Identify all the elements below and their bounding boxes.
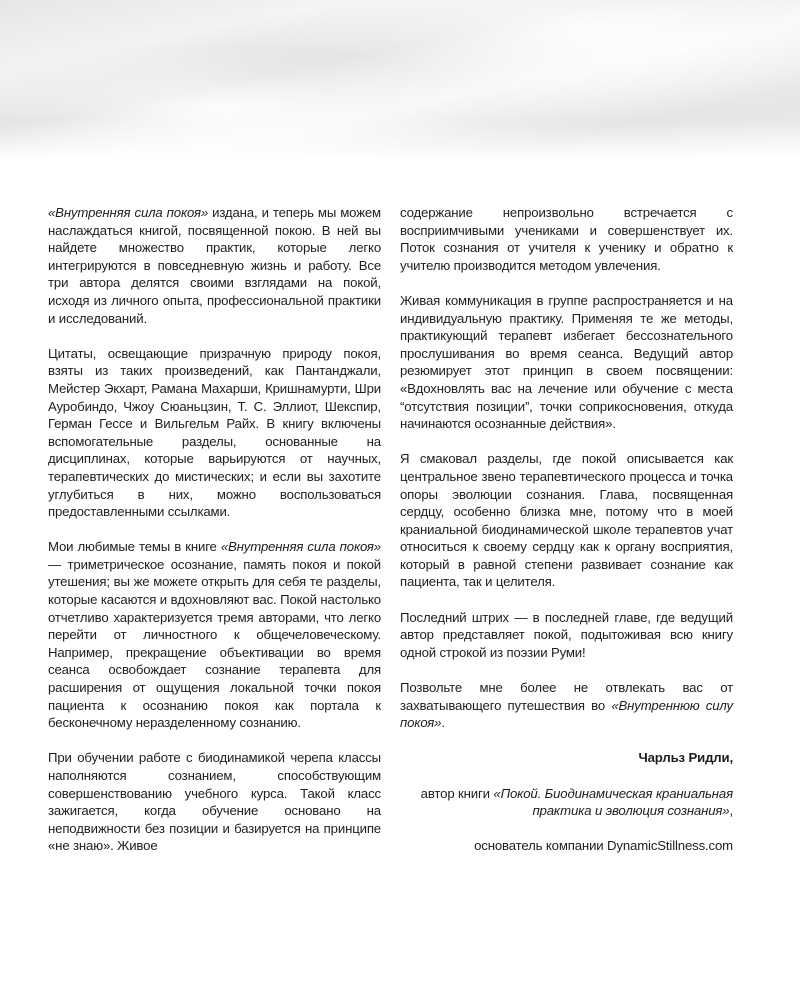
- signature-line-1-end: ,: [729, 803, 733, 819]
- left-paragraph-1-text: издана, и теперь мы можем наслаждаться книгой, посвященной покою. В ней вы найдете множество практик, которые легко интегрируются в повседневную жизнь и работу. Все три автора делятся своими взглядами на покой, исходя из личного опыта, профессиональной практики и исследований.: [48, 205, 381, 326]
- book-title-quote: «Внутренняя сила покоя»: [48, 205, 209, 220]
- left-paragraph-3-title: «Внутренняя сила покоя»: [220, 539, 381, 555]
- left-paragraph-3: [48, 538, 381, 732]
- signature-line-1: [400, 785, 733, 820]
- right-column: [400, 204, 733, 873]
- silk-header-image: [0, 0, 800, 160]
- signature-name: Чарльз Ридли,: [638, 750, 733, 766]
- right-paragraph-3: Я смаковал разделы, где покой описывается как центральное звено терапевтического процесса и точка опоры эволюции сознания. Глава, посвященная сердцу, особенно близка мне, потому что в моей краниальной биодинамической школе терапевтов учат относиться к своему сердцу как к органу восприятия, который в равной степени развивает сознание как пациента, так и целителя.: [400, 451, 733, 590]
- right-paragraph-1: содержание непроизвольно встречается с восприимчивыми учениками и совершенствует их. Поток сознания от учителя к ученику и обратно к учителю производится методом увлечения.: [400, 205, 733, 273]
- right-paragraph-5-start: Позвольте мне более не отвлекать вас от захватывающего путешествия во: [400, 680, 733, 713]
- signature-block: [400, 749, 733, 855]
- right-paragraph-5: [400, 679, 733, 732]
- left-column: [48, 204, 381, 873]
- signature-book-title: «Покой. Биодинамическая краниальная практика и эволюция сознания»: [493, 785, 733, 819]
- signature-line-1-start: автор книги: [420, 785, 494, 801]
- signature-line-2: основатель компании DynamicStillness.com: [474, 838, 733, 854]
- left-paragraph-1: [48, 204, 381, 327]
- right-paragraph-5-title: «Внутреннюю силу покоя»: [400, 697, 733, 731]
- right-paragraph-5-end: .: [441, 715, 445, 731]
- right-paragraph-4: Последний штрих — в последней главе, где ведущий автор представляет покой, подытоживая всю книгу одной строкой из поэзии Руми!: [400, 609, 733, 660]
- left-paragraph-2: Цитаты, освещающие призрачную природу покоя, взяты из таких произведений, как Пантанджали, Мейстер Экхарт, Рамана Махарши, Кришнамурти, Шри Ауробиндо, Чжоу Сюаньцзин, Т. С. Эллиот, Шекспир, Герман Гессе и Вильгельм Райх. В книгу включены вспомогательные разделы, основанные на дисциплинах, которые варьируются от научных, терапевтических до мистических; и если вы захотите углубиться в них, можно воспользоваться предоставленными ссылками.: [48, 345, 381, 520]
- left-paragraph-3-start: Мои любимые темы в книге: [48, 539, 221, 555]
- right-paragraph-2: Живая коммуникация в группе распространяется и на индивидуальную практику. Применяя те же методы, практикующий терапевт избегает бессознательного прослушивания во время сеанса. Ведущий автор резюмирует этот принцип в своем посвящении: «Вдохновлять вас на лечение или обучение с места “отсутствия позиции”, точки соприкосновения, откуда начинаются осознанные действия».: [400, 292, 733, 432]
- left-paragraph-4: При обучении работе с биодинамикой черепа классы наполняются сознанием, способствующим совершенствованию учебного курса. Такой класс зажигается, когда обучение основано на неподвижности без позиции и базируется на принципе «не знаю». Живое: [48, 750, 381, 854]
- left-paragraph-3-text: — триметрическое осознание, память покоя и покой утешения; вы же можете открыть для себя те разделы, которые касаются и вдохновляют вас. Покой настолько отчетливо характеризуется тремя авторами, что легко перейти от личностного к общечеловеческому. Например, прекращение объективации во время сеанса освобождает сознание терапевта для расширения от ощущения локальной точки покоя пациента к осознанию покоя как портала к бесконечному неразделенному сознанию.: [48, 556, 381, 731]
